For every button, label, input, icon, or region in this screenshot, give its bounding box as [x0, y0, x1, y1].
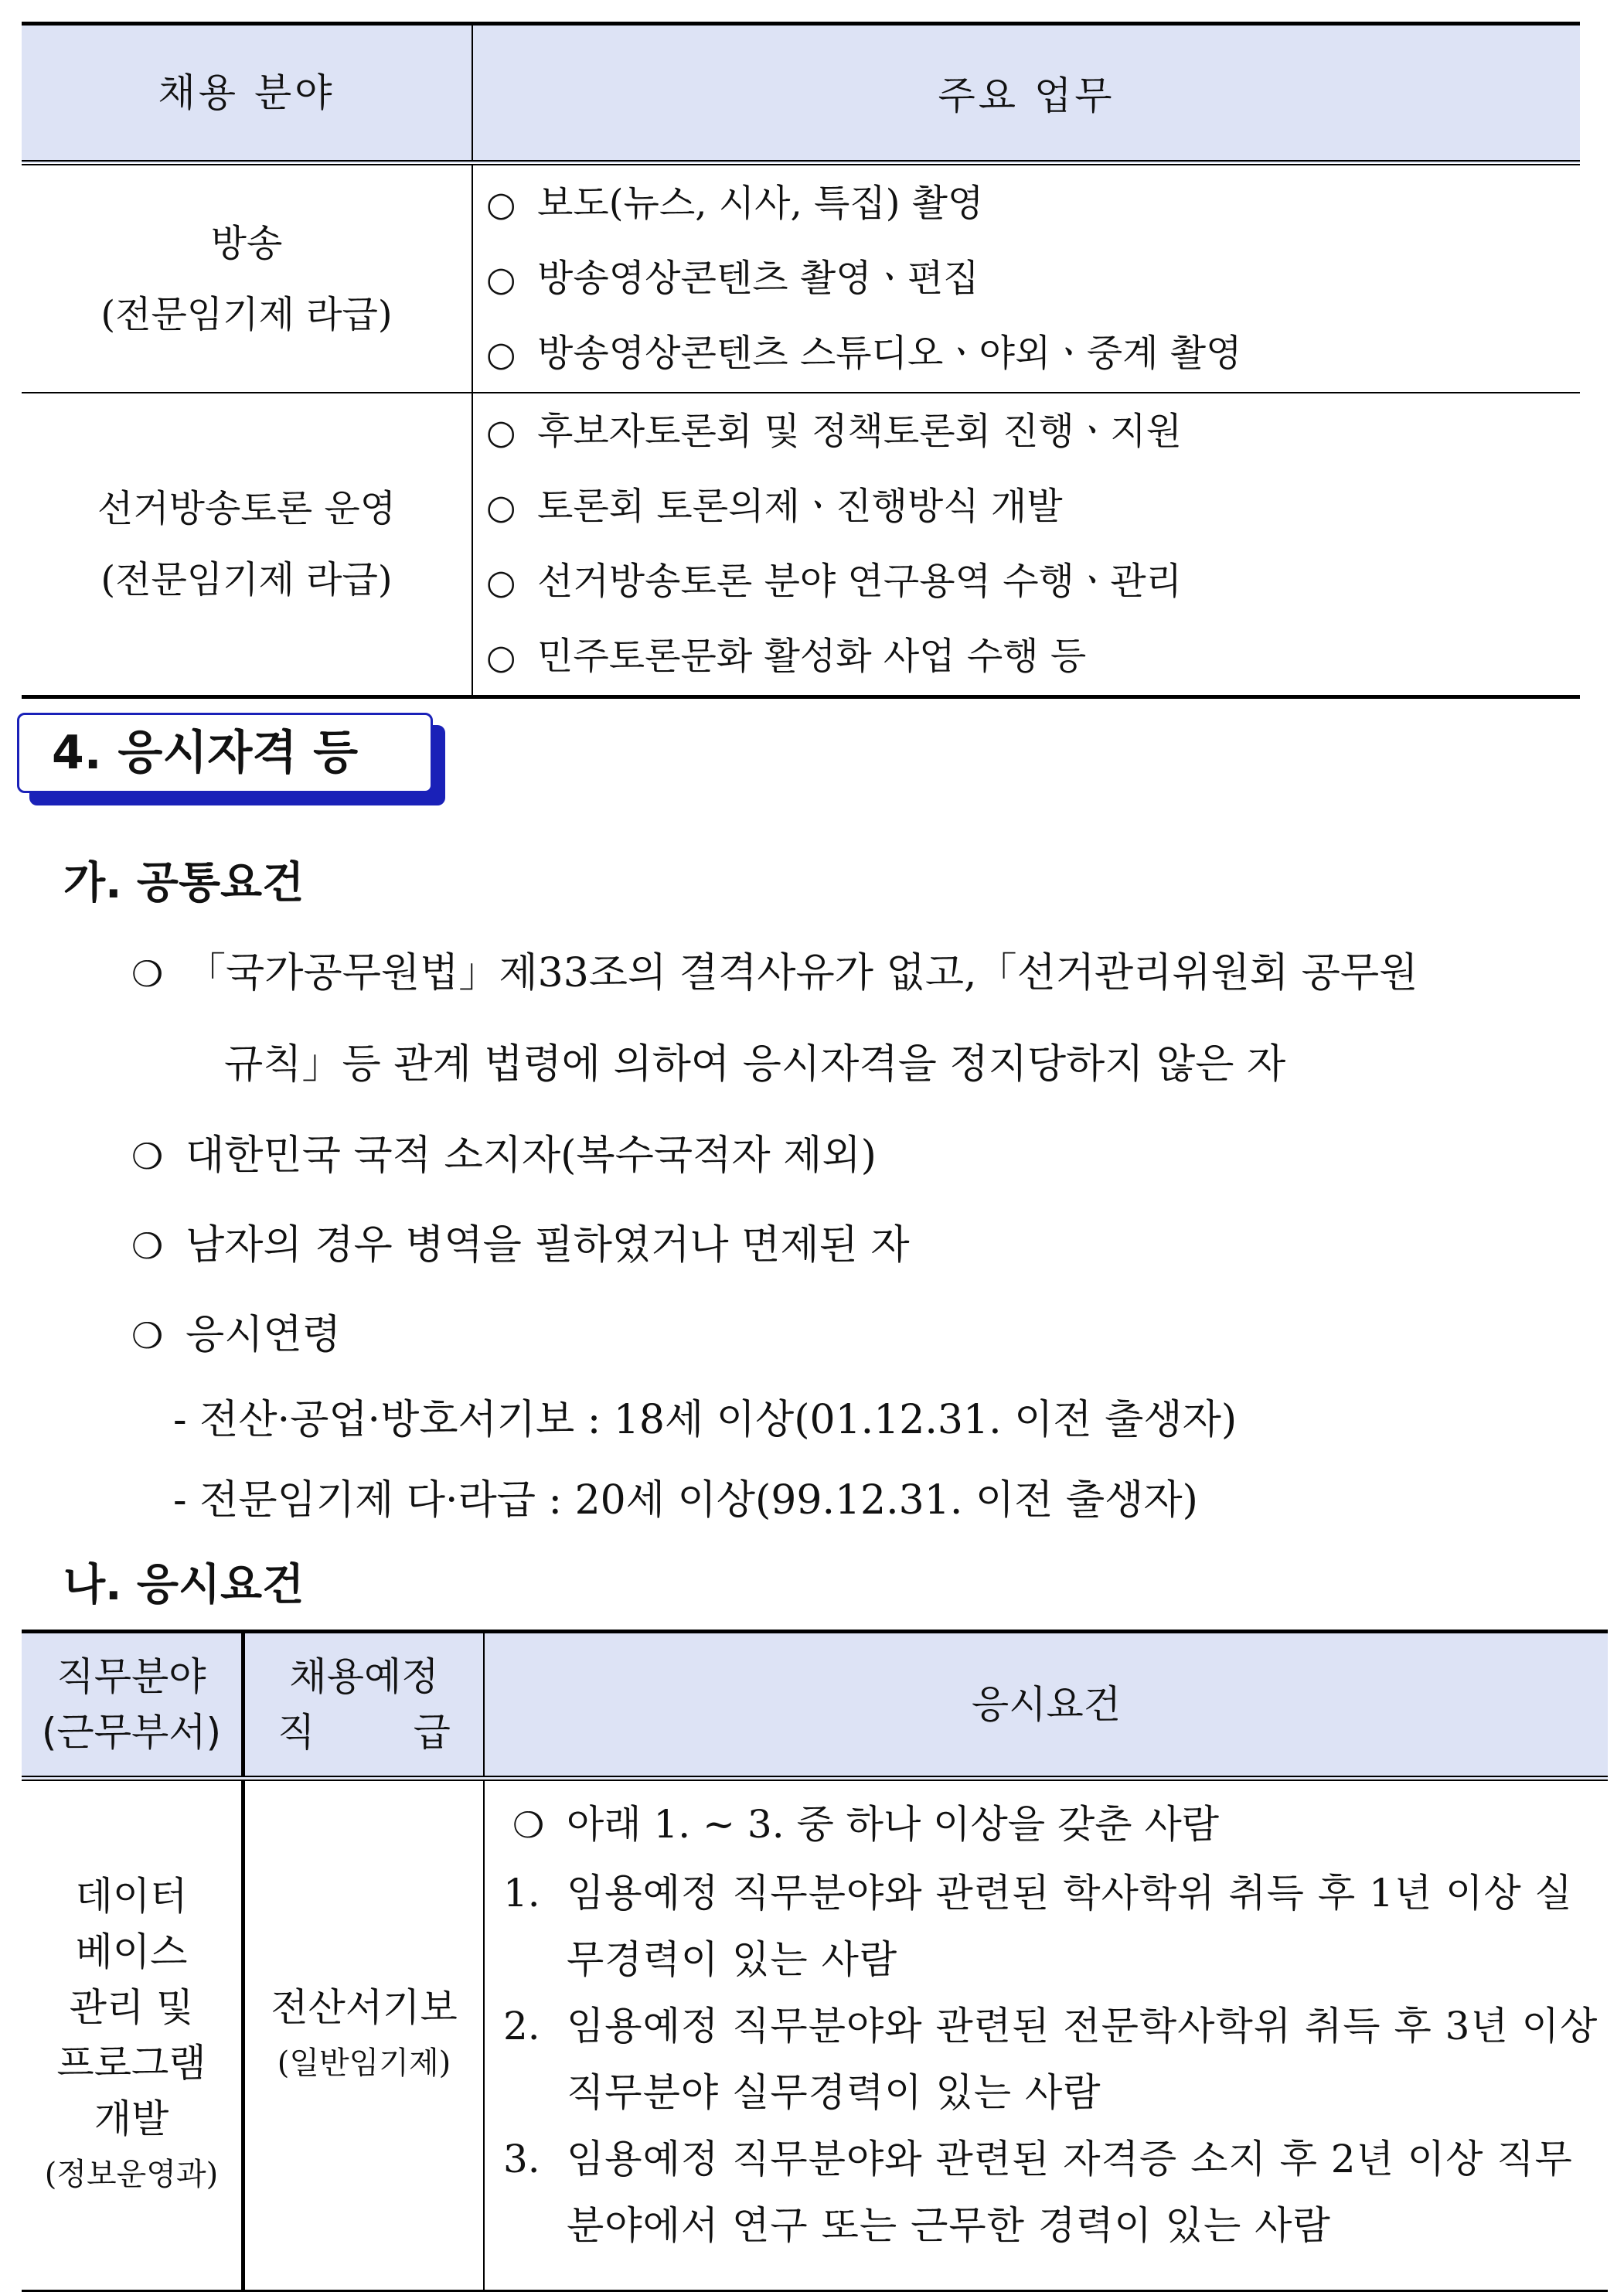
- header-job-field: 직무분야 (근무부서): [22, 1632, 243, 1779]
- subsection-title-apply: 나. 응시요건: [63, 1560, 305, 1610]
- table-row: [22, 1779, 1608, 2291]
- job-field-cell: 데이터 베이스 관리 및 프로그램 개발 (정보운영과): [22, 1779, 243, 2291]
- field-cell: 방송 (전문임기제 라급): [22, 163, 472, 393]
- list-item: ○ 방송영상콘텐츠 스튜디오ㆍ야외ㆍ중계 촬영: [486, 332, 1242, 375]
- circle-bullet-icon: ❍: [131, 1136, 164, 1177]
- list-item: ○ 민주토론문화 활성화 사업 수행 등: [486, 635, 1087, 678]
- circle-bullet-icon: ❍: [131, 1315, 164, 1357]
- requirements-cell: [484, 1779, 1608, 2291]
- grade-cell: 전산서기보 (일반임기제): [243, 1779, 485, 2291]
- requirement-item: ❍ 남자의 경우 병역을 필하였거나 면제된 자: [131, 1222, 910, 1269]
- requirement-item-continued: 규칙」등 관계 법령에 의하여 응시자격을 정지당하지 않은 자: [224, 1041, 1286, 1088]
- circle-bullet-icon: ❍: [131, 1225, 164, 1267]
- list-item: ○ 보도(뉴스, 시사, 특집) 촬영: [486, 182, 984, 225]
- subsection-title-common: 가. 공통요건: [63, 858, 305, 908]
- circle-bullet-icon: ❍: [131, 953, 164, 995]
- age-requirement: - 전문임기제 다·라급 : 20세 이상(99.12.31. 이전 출생자): [173, 1477, 1198, 1524]
- list-item: ○ 후보자토론회 및 정책토론회 진행ㆍ지원: [486, 410, 1183, 453]
- requirement-item: ❍ 대한민국 국적 소지자(복수국적자 제외): [131, 1132, 877, 1179]
- header-field: 채용 분야: [22, 24, 472, 163]
- duties-cell: [472, 163, 1580, 393]
- header-requirements: 응시요건: [484, 1632, 1608, 1779]
- list-item: 3. 임용예정 직무분야와 관련된 자격증 소지 후 2년 이상 직무분야에서 연구 또는 근무한 경력이 있는 사람: [503, 2137, 1573, 2248]
- application-requirements-table: [22, 1630, 1608, 2292]
- header-grade: 채용예정 직 급: [243, 1632, 485, 1779]
- list-item: ○ 선거방송토론 분야 연구용역 수행ㆍ관리: [486, 560, 1183, 603]
- recruitment-duties-table: [22, 22, 1580, 699]
- circle-bullet-icon: ❍: [512, 1804, 545, 1846]
- section-heading: 4. 응시자격 등: [17, 713, 433, 793]
- requirements-intro: ❍ 아래 1. ~ 3. 중 하나 이상을 갖춘 사람: [503, 1789, 1608, 1860]
- requirement-item: ❍ 「국가공무원법」제33조의 결격사유가 없고,「선거관리위원회 공무원: [131, 950, 1418, 996]
- table-row: [22, 163, 1580, 393]
- header-duties: 주요 업무: [472, 24, 1580, 163]
- duties-cell: [472, 393, 1580, 697]
- list-item: ○ 토론회 토론의제ㆍ진행방식 개발: [486, 485, 1063, 528]
- table-row: [22, 393, 1580, 697]
- age-requirement: - 전산·공업·방호서기보 : 18세 이상(01.12.31. 이전 출생자): [173, 1397, 1238, 1443]
- requirement-item: ❍ 응시연령: [131, 1312, 341, 1358]
- list-item: 1. 임용예정 직무분야와 관련된 학사학위 취득 후 1년 이상 실무경력이 있는 사람: [503, 1871, 1573, 1982]
- list-item: 2. 임용예정 직무분야와 관련된 전문학사학위 취득 후 3년 이상 직무분야 실무경력이 있는 사람: [503, 2004, 1598, 2115]
- list-item: ○ 방송영상콘텐츠 촬영ㆍ편집: [486, 257, 979, 300]
- field-cell: 선거방송토론 운영 (전문임기제 라급): [22, 393, 472, 697]
